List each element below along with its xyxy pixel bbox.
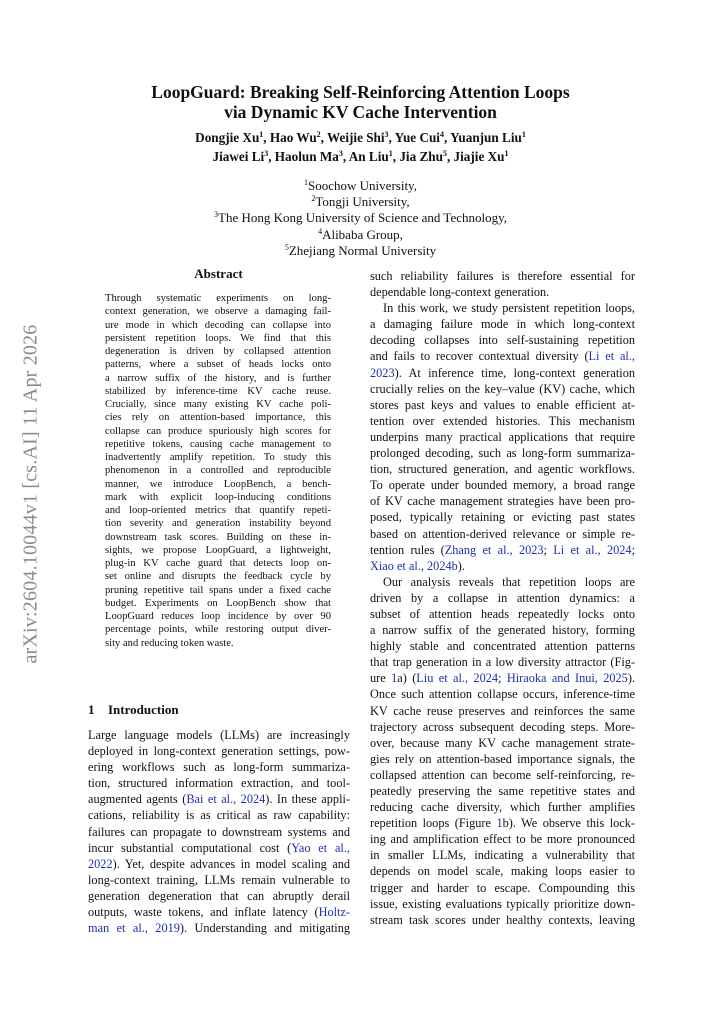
body-line: incur substantial computational cost (Yao et al.,	[88, 840, 350, 855]
abstract-line: a narrow suffix of the history, and is further	[105, 372, 331, 384]
affiliation-mark: 1	[304, 178, 309, 187]
author-name: Hao Wu	[269, 130, 317, 145]
body-line: a damaging failure mode in which long-context	[370, 317, 635, 332]
affiliation-line	[88, 194, 633, 210]
abstract-line: Crucially, since many existing KV cache poli-	[105, 399, 331, 410]
author-line: Dongjie Xu$^1$, Hao Wu$^2$, Weijie Shi$^3$, Yue Cui$^4$, Yuanjun Liu$^1$	[195, 130, 526, 145]
body-line: driven by a collapse in attention dynamics: a	[370, 590, 635, 605]
author-name: An Liu	[348, 149, 389, 164]
author-affiliation-mark: 5	[442, 149, 447, 158]
affiliation-mark: 3	[214, 210, 218, 220]
body-line: depends on model scale, making loops easier to	[370, 864, 635, 879]
affiliation-name: Tongji University,	[315, 194, 410, 210]
abstract-heading: Abstract	[194, 266, 243, 281]
citation-link[interactable]: 2022	[88, 856, 113, 871]
body-line: stream task scores under healthy contexts, leaving	[370, 912, 635, 927]
title-line: via Dynamic KV Cache Intervention	[224, 102, 497, 122]
body-line: crucially relies on the key–value (KV) cache, which	[370, 381, 635, 396]
body-line: outputs, waste tokens, and inflate latency (Holtz-	[88, 905, 350, 920]
abstract-line: sights, we propose LoopGuard, a lightweight,	[105, 544, 331, 556]
right-column-body	[370, 268, 635, 928]
abstract-line: budget. Experiments on LoopBench show that	[105, 597, 331, 609]
citation-link[interactable]: 1	[391, 671, 398, 686]
body-line: 2023). At inference time, long-context generation	[370, 365, 635, 380]
body-line: stores past keys and values to enable efficient at-	[370, 397, 635, 412]
arxiv-watermark	[16, 298, 46, 690]
abstract-line: plug-in KV cache guard that detects loop on-	[105, 558, 331, 569]
author-affiliation-mark: 4	[439, 130, 444, 139]
section-number: 1	[88, 702, 95, 717]
section-heading	[88, 702, 179, 718]
author-affiliation-mark: 3	[338, 149, 343, 158]
abstract-line: ure mode in which decoding can collapse into	[105, 319, 331, 331]
arxiv-identifier: arXiv:2604.10044v1 [cs.AI] 11 Apr 2026	[19, 324, 42, 664]
body-line: trajectory across subsequent decoding steps. More-	[370, 719, 635, 734]
affiliation-line	[88, 178, 633, 194]
body-line: Our analysis reveals that repetition loops are	[383, 574, 635, 589]
body-line: repetition loops (Figure 1b). We observe this lock-	[370, 816, 635, 831]
body-line: such reliability failures is therefore essential for	[370, 269, 635, 283]
title-line: LoopGuard: Breaking Self-Reinforcing Attention Loops	[151, 82, 570, 102]
author-name: Jiajie Xu	[453, 149, 505, 164]
citation-link[interactable]: man et al., 2019	[88, 921, 180, 936]
citation-link[interactable]: Zhang et al., 2023	[444, 542, 544, 557]
abstract-line: LoopGuard reduces loop incidence by over 90	[105, 611, 331, 622]
author-affiliation-mark: 1	[521, 130, 526, 139]
body-line: collapsed attention can become self-reinforcing, re-	[370, 767, 635, 782]
body-line: ering workflows such as long-form summariza-	[88, 760, 350, 775]
abstract-line: persistent repetition loops. We find that this	[105, 332, 331, 344]
body-line: decoding collapses into self-sustaining repetition	[370, 333, 635, 348]
affiliation-name: Soochow University,	[308, 178, 417, 193]
body-line: of KV cache management strategies have been pro-	[370, 494, 635, 509]
abstract-line: phenomenon in a controlled and reproducible	[105, 465, 331, 477]
abstract-line: Through systematic experiments on long-	[105, 293, 331, 304]
body-line: cations, reliability is as critical as raw capability:	[88, 808, 350, 823]
affiliation-mark: 5	[284, 242, 289, 252]
abstract-line: percentage points, while restoring output diver-	[105, 624, 331, 636]
author-name: Dongjie Xu	[195, 130, 260, 145]
affiliation-mark: 2	[311, 194, 316, 204]
body-line: underpins many practical applications that require	[370, 429, 635, 444]
left-column-body	[88, 727, 350, 936]
section-title: Introduction	[108, 702, 179, 717]
affiliation-line	[88, 227, 633, 243]
author-list	[88, 128, 633, 166]
author-affiliation-mark: 1	[504, 149, 509, 158]
citation-link[interactable]: Bai et al., 2024	[186, 792, 266, 807]
citation-link[interactable]: Hiraoka and Inui, 2025	[506, 671, 628, 686]
body-line: over, because many KV cache management strate-	[370, 735, 635, 750]
body-line: generation degeneration that can abruptly derail	[88, 888, 350, 903]
author-affiliation-mark: 3	[264, 149, 269, 158]
abstract-line: patterns, where a subset of heads locks onto	[105, 359, 331, 371]
author-affiliation-mark: 1	[388, 149, 393, 158]
abstract-line: inadvertently amplify repetition. To study this	[105, 452, 331, 463]
affiliation-name: Alibaba Group,	[322, 226, 403, 242]
citation-link[interactable]: 1	[496, 816, 503, 831]
body-line: reducing cache diversity, which further amplifies	[370, 800, 635, 815]
abstract-line: cies rely on attention-based importance, this	[105, 412, 331, 424]
body-line: tention rules (Zhang et al., 2023; Li et al., 2024;	[370, 542, 635, 557]
author-name: Jia Zhu	[399, 149, 443, 164]
body-line: tention over extended histories. This mechanism	[370, 413, 635, 428]
affiliation-mark: 4	[318, 226, 323, 236]
body-line: KV cache reuse preserves and reinforces the same	[370, 703, 635, 718]
body-line: issue, existing evaluations typically prioritize down-	[370, 896, 635, 911]
body-line: and fails to recover contextual diversity (Li et al.,	[370, 349, 635, 364]
citation-link[interactable]: Xiao et al., 2024b	[370, 558, 458, 573]
paper-title	[88, 82, 633, 122]
body-line: failures can propagate to downstream systems and	[88, 824, 350, 839]
author-affiliation-mark: 3	[384, 130, 389, 139]
body-line: trigger and harder to escape. Compounding this	[370, 880, 635, 895]
citation-link[interactable]: Liu et al., 2024	[416, 671, 499, 686]
author-name: Yue Cui	[394, 130, 440, 145]
body-line: in smaller LLMs, indicating a vulnerability that	[370, 848, 635, 863]
body-line: deployed in long-context generation settings, pow-	[88, 744, 350, 759]
abstract-line: and loop-oriented metrics that quantify repeti-	[105, 505, 331, 516]
abstract-line: tion severity and generation instability beyond	[105, 518, 331, 530]
body-line: subset of attention heads repeatedly locks onto	[370, 606, 635, 621]
body-line: Large language models (LLMs) are increasingly	[88, 728, 350, 742]
affiliation-line	[88, 243, 633, 259]
abstract-line: set online and disrupts the feedback cycle by	[105, 571, 331, 583]
body-line: prolonged decoding, such as long-form summariza-	[370, 446, 635, 461]
affiliation-list	[88, 178, 633, 259]
body-line: long-context training, LLMs remain vulnerable to	[88, 872, 350, 887]
affiliation-line	[88, 210, 633, 226]
author-affiliation-mark: 2	[316, 130, 321, 139]
body-line: that trap generation in a low diversity attractor (Fig-	[370, 655, 635, 670]
author-name: Weijie Shi	[327, 130, 385, 145]
author-line: Jiawei Li$^3$, Haolun Ma$^3$, An Liu$^1$, Jia Zhu$^5$, Jiajie Xu$^1$	[212, 149, 509, 164]
body-line: based on attention-derived relevance or simple re-	[370, 526, 635, 541]
abstract-line: pruning repetitive tail spans under a fixed cache	[105, 584, 331, 596]
body-line: To operate under bounded memory, a broad range	[370, 478, 635, 493]
body-line: ure 1a) (Liu et al., 2024; Hiraoka and Inui, 2025).	[370, 671, 636, 686]
body-line: highly stable and concentrated attention patterns	[370, 639, 635, 654]
body-line: ing and amplification effect to be more pronounced	[370, 832, 635, 847]
abstract-line: downstream task scores. Building on these in-	[105, 531, 331, 543]
author-name: Yuanjun Liu	[450, 130, 522, 145]
abstract-line: collapse can produce spuriously high scores for	[105, 425, 331, 437]
abstract-body	[105, 292, 331, 650]
author-affiliation-mark: 1	[259, 130, 264, 139]
body-line: 2022). Yet, despite advances in model scaling and	[88, 856, 350, 871]
body-line: gies rely on attention-based importance signals, the	[370, 751, 635, 766]
abstract-line: repetitive tokens, causing cache management to	[105, 438, 331, 450]
body-line: Xiao et al., 2024b).	[370, 558, 465, 573]
body-line: augmented agents (Bai et al., 2024). In these appli-	[88, 792, 350, 807]
body-line: In this work, we study persistent repetition loops,	[383, 301, 635, 316]
affiliation-name: Zhejiang Normal University	[288, 242, 437, 258]
abstract-line: mark with explicit loop-inducing conditions	[105, 491, 331, 503]
body-line: a narrow suffix of the generated history, forming	[370, 623, 635, 638]
affiliation-name: The Hong Kong University of Science and Technology,	[218, 210, 507, 226]
citation-link[interactable]: Li et al., 2024	[553, 542, 632, 557]
citation-link[interactable]: Yao et al.,	[291, 840, 350, 855]
body-line: peatedly preserving the same repetitive states and	[370, 784, 635, 798]
body-line: man et al., 2019). Understanding and mitigating	[88, 921, 350, 936]
body-line: tion, structured generation, and agentic workflows.	[370, 462, 635, 477]
citation-link[interactable]: Holtz-	[318, 905, 350, 920]
citation-link[interactable]: 2023	[370, 365, 395, 380]
abstract-line: stabilized by inference-time KV cache reuse.	[105, 385, 331, 397]
body-line: dependable long-context generation.	[370, 285, 550, 300]
citation-link[interactable]: Li et al.,	[588, 349, 635, 364]
abstract-line: manner, we introduce LoopBench, a bench-	[105, 478, 331, 490]
body-line: tion, structured information extraction, and tool-	[88, 776, 350, 791]
abstract-line: degeneration is driven by collapsed attention	[105, 346, 331, 357]
abstract-line: sity and reducing token waste.	[105, 637, 234, 649]
body-line: Once such attention collapse occurs, inference-time	[370, 687, 635, 702]
abstract-line: context generation, we observe a damaging fail-	[105, 306, 331, 318]
author-name: Haolun Ma	[274, 149, 339, 164]
body-line: posed, typically retaining or evicting past states	[370, 510, 635, 525]
author-name: Jiawei Li	[212, 149, 265, 164]
